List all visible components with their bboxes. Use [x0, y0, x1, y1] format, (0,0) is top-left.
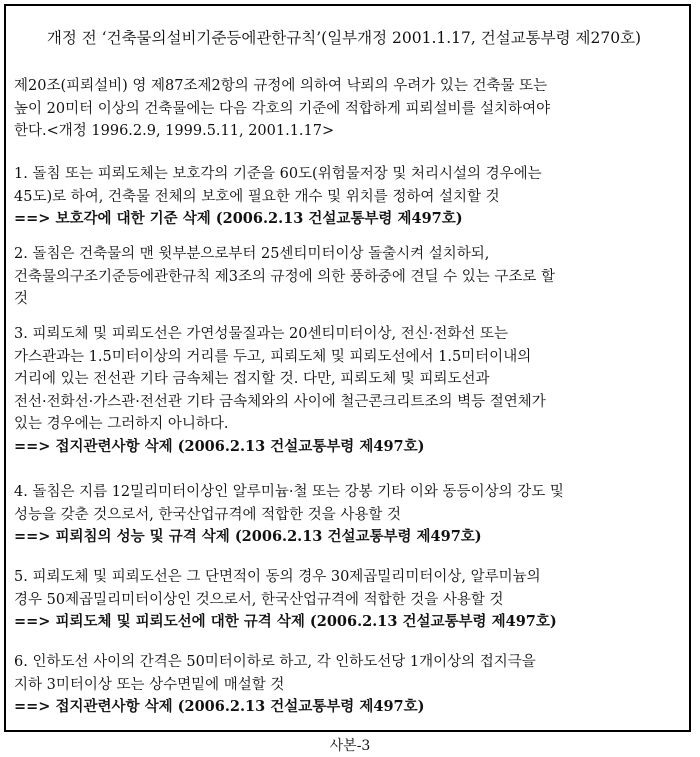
item-line: 4. 돌침은 지름 12밀리미터이상인 알루미늄·철 또는 강봉 기타 이와 동등이상의 강도 및 [14, 484, 564, 500]
deletion-note: ==> 접지관련사항 삭제 (2006.2.13 건설교통부령 제497호) [14, 698, 425, 715]
item-line: 거리에 있는 전선관 기타 금속체는 접지할 것. 다만, 피뢰도체 및 피뢰도선과 [14, 371, 490, 387]
page-footer: 사본-3 [329, 738, 371, 754]
item-line: 1. 돌침 또는 피뢰도체는 보호각의 기준을 60도(위험물저장 및 처리시설의 경우에는 [14, 166, 542, 182]
item-line: 경우 50제곱밀리미터이상인 것으로서, 한국산업규격에 적합한 것을 사용할 것 [14, 591, 504, 608]
deletion-note: ==> 피뢰침의 성능 및 규격 삭제 (2006.2.13 건설교통부령 제497호) [14, 528, 482, 545]
item-line: 건축물의구조기준등에관한규칙 제3조의 규정에 의한 풍하중에 견딜 수 있는 구조로 할 [14, 268, 555, 285]
intro-line: 제20조(피뢰설비) 영 제87조제2항의 규정에 의하여 낙뢰의 우려가 있는 건축물 또는 [14, 78, 548, 94]
item-line: 6. 인하도선 사이의 간격은 50미터이하로 하고, 각 인하도선당 1개이상의 접지극을 [14, 654, 536, 670]
document-title: 개정 전 ‘건축물의설비기준등에관한규칙’(일부개정 2001.1.17, 건설교통부령 제270호) [46, 29, 642, 47]
intro-paragraph [14, 75, 684, 143]
item-1 [14, 163, 684, 231]
item-5 [14, 566, 684, 634]
item-line: 성능을 갖춘 것으로서, 한국산업규격에 적합한 것을 사용할 것 [14, 506, 402, 523]
item-2 [14, 243, 684, 311]
intro-line: 높이 20미터 이상의 건축물에는 다음 각호의 기준에 적합하게 피뢰설비를 설치하여야 [14, 100, 551, 117]
item-line: 지하 3미터이상 또는 상수면밑에 매설할 것 [14, 676, 285, 693]
deletion-note: ==> 접지관련사항 삭제 (2006.2.13 건설교통부령 제497호) [14, 437, 425, 455]
item-line: 5. 피뢰도체 및 피뢰도선은 그 단면적이 동의 경우 30제곱밀리미터이상, 알루미늄의 [14, 569, 541, 585]
item-6 [14, 651, 684, 719]
item-line: 2. 돌침은 건축물의 맨 윗부분으로부터 25센티미터이상 돌출시켜 설치하되, [14, 246, 490, 262]
item-line: 있는 경우에는 그러하지 아니하다. [14, 416, 229, 432]
item-4 [14, 481, 684, 549]
item-line: 것 [14, 291, 29, 307]
item-line: 전선·전화선·가스관·전선관 기타 금속체와의 사이에 철근콘크리트조의 벽등 절연체가 [14, 393, 546, 410]
intro-line: 한다.<개정 1996.2.9, 1999.5.11, 2001.1.17> [14, 123, 335, 139]
item-line: 45도)로 하여, 건축물 전체의 보호에 필요한 개수 및 위치를 정하여 설치할 것 [14, 188, 500, 205]
deletion-note: ==> 피뢰도체 및 피뢰도선에 대한 규격 삭제 (2006.2.13 건설교통부령 제497호) [14, 613, 557, 630]
item-line: 3. 피뢰도체 및 피뢰도선은 가연성물질과는 20센티미터이상, 전신·전화선 또는 [14, 326, 508, 342]
deletion-note: ==> 보호각에 대한 기준 삭제 (2006.2.13 건설교통부령 제497호) [14, 210, 463, 227]
item-3 [14, 323, 684, 458]
item-line: 가스관과는 1.5미터이상의 거리를 두고, 피뢰도체 및 피뢰도선에서 1.5미터이내의 [14, 348, 532, 365]
